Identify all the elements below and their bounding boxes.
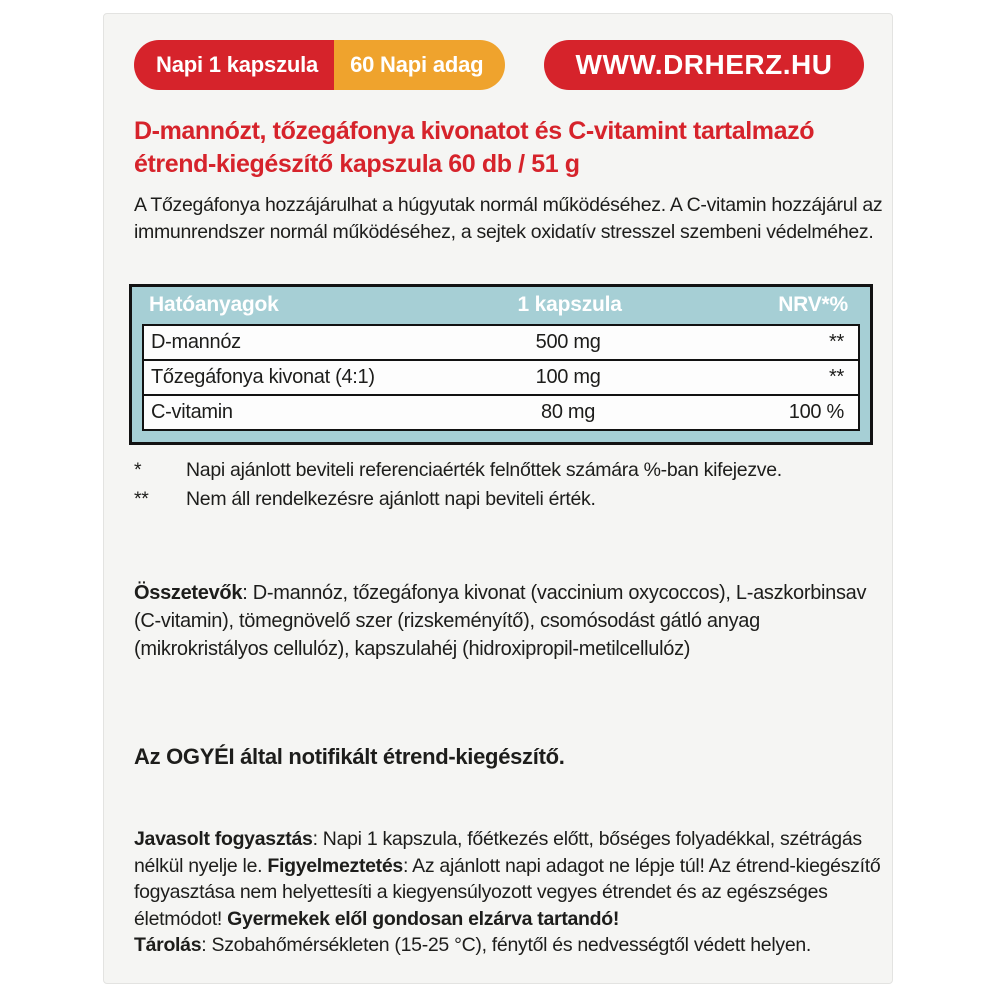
footnote-marker: * [134,459,142,481]
footnote [134,485,884,514]
ingredient-name: C-vitamin [151,401,233,423]
label-card [103,13,893,984]
ingredient-nrv: ** [829,331,844,353]
servings-text: 60 Napi adag [350,52,484,77]
product-title [134,115,879,181]
health-claims-text: A Tőzegáfonya hozzájárulhat a húgyutak normál működéséhez. A C-vitamin hozzájárul az immunrendszer normál működéséhez, a sejtek oxidatív stresszel szembeni védelméhez. [134,194,883,243]
ingredient-amount: 500 mg [535,331,601,353]
ogyei-notification: Az OGYÉI által notifikált étrend-kiegészítő. [134,744,565,769]
footnote-marker: ** [134,488,149,510]
title-line: D-mannózt, tőzegáfonya kivonatot és C-vitamint tartalmazó [134,117,815,145]
footnote-text: Nem áll rendelkezésre ajánlott napi beviteli érték. [186,488,596,510]
footnote [134,456,884,485]
daily-dose-text: Napi 1 kapszula [156,52,319,77]
text-segment: : Szobahőmérsékleten (15-25 °C), fénytől és nedvességtől védett helyen. [201,934,812,956]
servings-badge [334,40,505,90]
ingredient-nrv: 100 % [788,401,844,423]
header-ingredients: Hatóanyagok [149,292,279,316]
website-url: WWW.DRHERZ.HU [575,49,833,80]
ingredient-amount: 100 mg [535,366,601,388]
ingredient-nrv: ** [829,366,844,388]
ingredient-amount: 80 mg [541,401,596,423]
ingredient-name: D-mannóz [151,331,241,353]
text-segment: : Napi 1 kapszula, főétkezés előtt, bőséges folyadékkal, szétrágás nélkül nyelje le. [134,828,867,877]
ingredients-paragraph [134,579,894,663]
dosage-badges [134,40,505,90]
header-nrv: NRV*% [778,292,848,316]
footnotes [134,456,884,514]
header-per-capsule: 1 kapszula [517,292,622,316]
ingredient-row [144,326,858,361]
daily-dose-badge [134,40,334,90]
website-badge [544,40,864,90]
usage-warning-paragraph [134,826,899,959]
table-header-row [132,287,870,322]
bold-text-segment: Javasolt fogyasztás [134,828,313,850]
footnote-text: Napi ajánlott beviteli referenciaérték felnőttek számára %-ban kifejezve. [186,459,782,481]
bold-text-segment: Összetevők [134,582,243,604]
bold-text-segment: Tárolás [134,934,202,956]
ingredient-row [144,396,858,429]
text-segment: : Az ajánlott napi adagot ne lépje túl! Az étrend-kiegészítő fogyasztása nem helyettesíti a kiegyensúlyozott vegyes étrendet és az egészséges életmódot! [134,854,886,930]
table-body [142,324,860,431]
bold-text-segment: Figyelmeztetés [267,854,403,877]
ingredient-row [144,361,858,396]
bold-text-segment: Gyermekek elől gondosan elzárva tartandó! [227,907,620,930]
text-segment: : D-mannóz, tőzegáfonya kivonat (vaccinium oxycoccos), L-aszkorbinsav (C-vitamin), tömegnövelő szer (rizskeményítő), csomósodást gátló anyag (mikrokristályos cellulóz), kapszulahéj (hidroxipropil-metilcellulóz) [134,582,867,660]
title-line: étrend-kiegészítő kapszula 60 db / 51 g [134,150,580,178]
active-ingredients-table [129,284,873,445]
ingredient-name: Tőzegáfonya kivonat (4:1) [151,366,375,388]
